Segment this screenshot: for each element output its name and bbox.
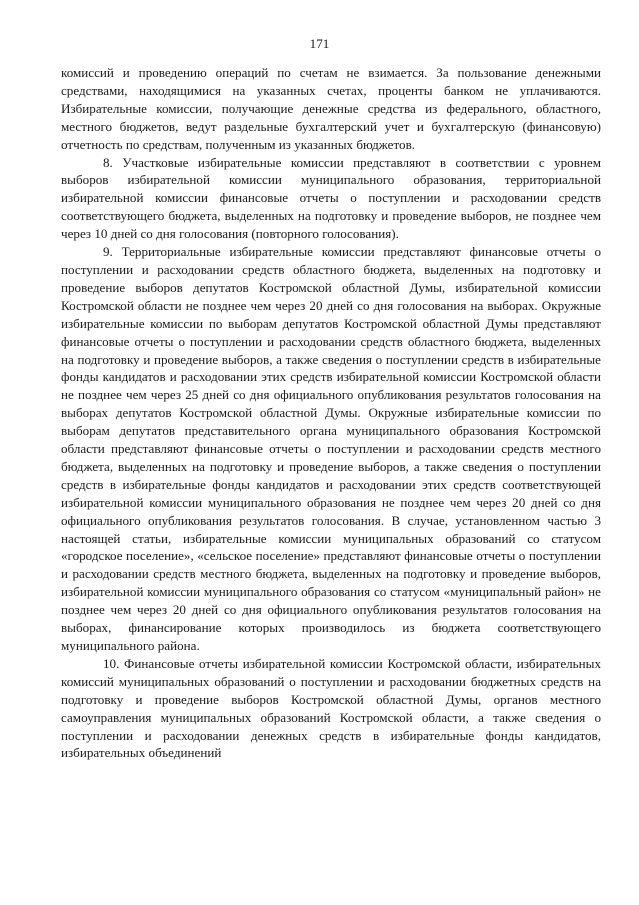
paragraph-continuation: комиссий и проведению операций по счетам не взимается. За пользование денежными средствами, находящимися на указанных счетах, проценты банком не уплачиваются. Избирательные комиссии, получающие денежные средства из федерального, областного, местного бюджетов, ведут раздельные бухгалтерский учет и бухгалтерскую (финансовую) отчетность по средствам, полученным из указанных бюджетов. — [61, 65, 601, 152]
paragraph-item-9: 9. Территориальные избирательные комиссии представляют финансовые отчеты о поступлении и расходовании средств областного бюджета, выделенных на подготовку и проведение выборов депутатов Костромской областной Думы, избирательной комиссии Костромской области не позднее чем через 20 дней со дня голосования на выборах. Окружные избирательные комиссии по выборам депутатов Костромской областной Думы представляют финансовые отчеты о поступлении и расходовании средств областного бюджета, выделенных на подготовку и проведение выборов, а также сведения о поступлении средств в избирательные фонды кандидатов и расходовании этих средств избирательной комиссии Костромской области не позднее чем через 25 дней со дня официального опубликования результатов голосования на выборах депутатов Костромской областной Думы. Окружные избирательные комиссии по выборам депутатов представительного органа муниципального образования Костромской области представляют финансовые отчеты о поступлении и расходовании средств местного бюджета, выделенных на подготовку и проведение выборов, а также сведения о поступлении средств в избирательные фонды кандидатов и расходовании этих средств соответствующей избирательной комиссии муниципального образования не позднее чем через 20 дней со дня официального опубликования результатов голосования. В случае, установленном частью 3 настоящей статьи, избирательные комиссии муниципальных образований со статусом «городское поселение», «сельское поселение» представляют финансовые отчеты о поступлении и расходовании средств местного бюджета, выделенных на подготовку и проведение выборов, избирательной комиссии муниципального образования со статусом «муниципальный район» не позднее чем через 20 дней со дня официального опубликования результатов голосования на выборах, финансирование которых производилось из бюджета соответствующего муниципального района. — [61, 244, 601, 653]
paragraph-item-8: 8. Участковые избирательные комиссии представляют в соответствии с уровнем выборов избирательной комиссии муниципального образования, территориальной избирательной комиссии финансовые отчеты о поступлении и расходовании средств соответствующего бюджета, выделенных на подготовку и проведение выборов, не позднее чем через 10 дней со дня голосования (повторного голосования). — [61, 154, 601, 242]
page-number: 171 — [309, 36, 330, 51]
paragraph-item-10: 10. Финансовые отчеты избирательной комиссии Костромской области, избирательных комиссий муниципальных образований о поступлении и расходовании бюджетных средств на подготовку и проведение выборов Костромской областной Думы, органов местного самоуправления муниципальных образований Костромской области, а также сведения о поступлении и расходовании денежных средств в избирательные фонды кандидатов, избирательных объединений — [61, 655, 601, 761]
document-body — [61, 64, 601, 762]
